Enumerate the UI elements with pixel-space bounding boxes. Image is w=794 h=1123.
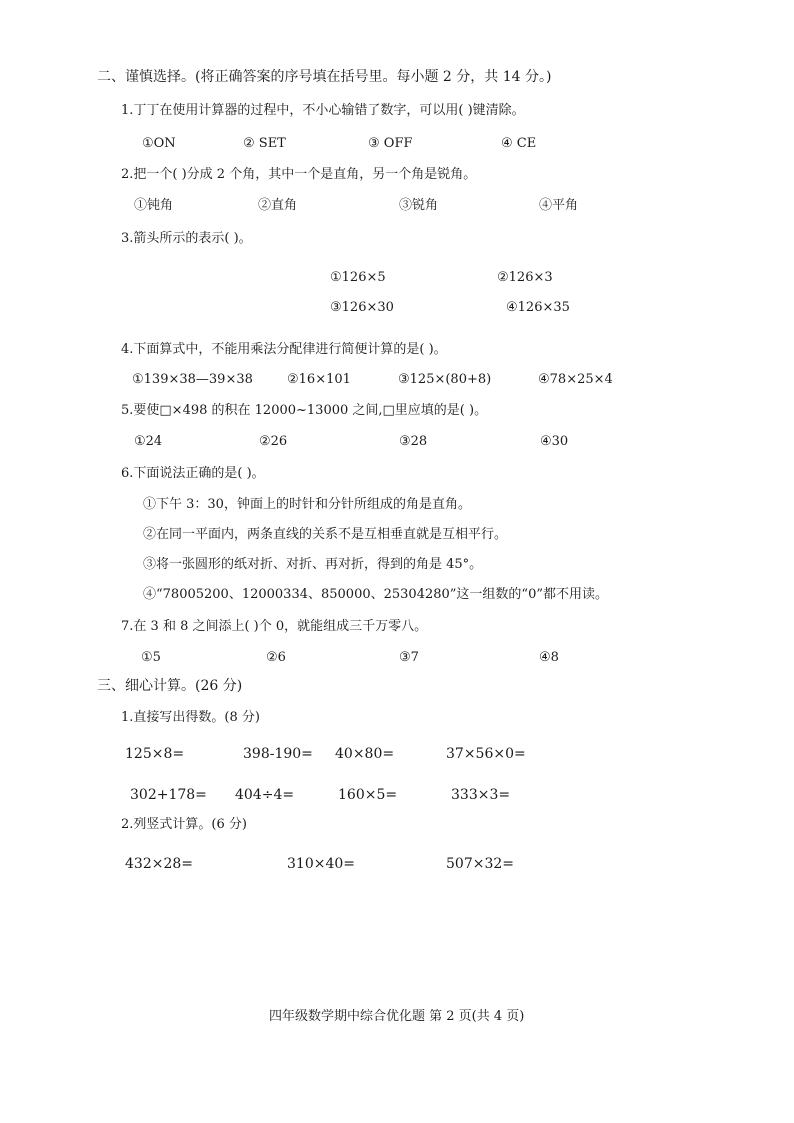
q2-option-2: ②直角 xyxy=(258,198,298,213)
question-1: 1.丁丁在使用计算器的过程中，不小心输错了数字，可以用( )键清除。 xyxy=(121,103,525,118)
q5-option-2: ②26 xyxy=(259,434,288,449)
part-1-title: 1.直接写出得数。(8 分) xyxy=(121,710,260,725)
q3-option-3: ③126×30 xyxy=(330,300,394,315)
q4-option-4: ④78×25×4 xyxy=(538,372,613,387)
question-3: 3.箭头所示的表示( )。 xyxy=(121,231,252,246)
q5-option-1: ①24 xyxy=(134,434,163,449)
q5-option-3: ③28 xyxy=(399,434,428,449)
question-7: 7.在 3 和 8 之间添上( )个 0，就能组成三千万零八。 xyxy=(121,619,428,634)
question-2: 2.把一个( )分成 2 个角，其中一个是直角，另一个角是锐角。 xyxy=(121,167,477,182)
page-footer: 四年级数学期中综合优化题 第 2 页(共 4 页) xyxy=(269,1009,525,1024)
q6-statement-3: ③将一张圆形的纸对折、对折、再对折，得到的角是 45°。 xyxy=(143,557,483,572)
q3-option-4: ④126×35 xyxy=(506,300,570,315)
section-2-title: 二、谨慎选择。(将正确答案的序号填在括号里。每小题 2 分，共 14 分。) xyxy=(97,69,552,85)
question-6: 6.下面说法正确的是( )。 xyxy=(121,466,265,481)
q3-option-1: ①126×5 xyxy=(330,270,386,285)
q6-statement-1: ①下午 3：30，钟面上的时针和分针所组成的角是直角。 xyxy=(143,497,471,512)
q7-option-4: ④8 xyxy=(539,650,559,665)
q2-option-1: ①钝角 xyxy=(134,198,174,213)
q1-option-4: ④ CE xyxy=(501,136,537,151)
q2-option-3: ③锐角 xyxy=(399,198,439,213)
vertical-calc-3: 507×32= xyxy=(446,856,514,872)
q1-option-2: ② SET xyxy=(243,136,286,151)
q6-statement-4: ④“78005200、12000334、850000、25304280”这一组数的“0”都不用读。 xyxy=(143,587,608,602)
q5-option-4: ④30 xyxy=(540,434,569,449)
question-5: 5.要使□×498 的积在 12000~13000 之间,□里应填的是( )。 xyxy=(121,403,488,418)
q2-option-4: ④平角 xyxy=(539,198,579,213)
vertical-calc-1: 432×28= xyxy=(125,856,193,872)
q1-option-1: ①ON xyxy=(142,136,176,151)
vertical-calc-2: 310×40= xyxy=(287,856,355,872)
q4-option-1: ①139×38—39×38 xyxy=(132,372,253,387)
calc-item-5: 302+178= xyxy=(130,787,207,803)
q7-option-2: ②6 xyxy=(266,650,286,665)
q4-option-3: ③125×(80+8) xyxy=(398,372,492,387)
calc-item-3: 40×80= xyxy=(335,746,395,762)
q6-statement-2: ②在同一平面内，两条直线的关系不是互相垂直就是互相平行。 xyxy=(143,527,508,542)
part-2-title: 2.列竖式计算。(6 分) xyxy=(121,817,247,832)
q7-option-1: ①5 xyxy=(141,650,161,665)
q4-option-2: ②16×101 xyxy=(287,372,351,387)
q1-option-3: ③ OFF xyxy=(368,136,413,151)
calc-item-2: 398-190= xyxy=(243,746,313,762)
section-3-title: 三、细心计算。(26 分) xyxy=(97,678,243,694)
calc-item-7: 160×5= xyxy=(338,787,398,803)
calc-item-1: 125×8= xyxy=(125,746,185,762)
q7-option-3: ③7 xyxy=(399,650,419,665)
calc-item-6: 404÷4= xyxy=(235,787,295,803)
q3-option-2: ②126×3 xyxy=(497,270,553,285)
calc-item-8: 333×3= xyxy=(451,787,511,803)
calc-item-4: 37×56×0= xyxy=(446,746,526,762)
question-4: 4.下面算式中，不能用乘法分配律进行简便计算的是( )。 xyxy=(121,342,447,357)
